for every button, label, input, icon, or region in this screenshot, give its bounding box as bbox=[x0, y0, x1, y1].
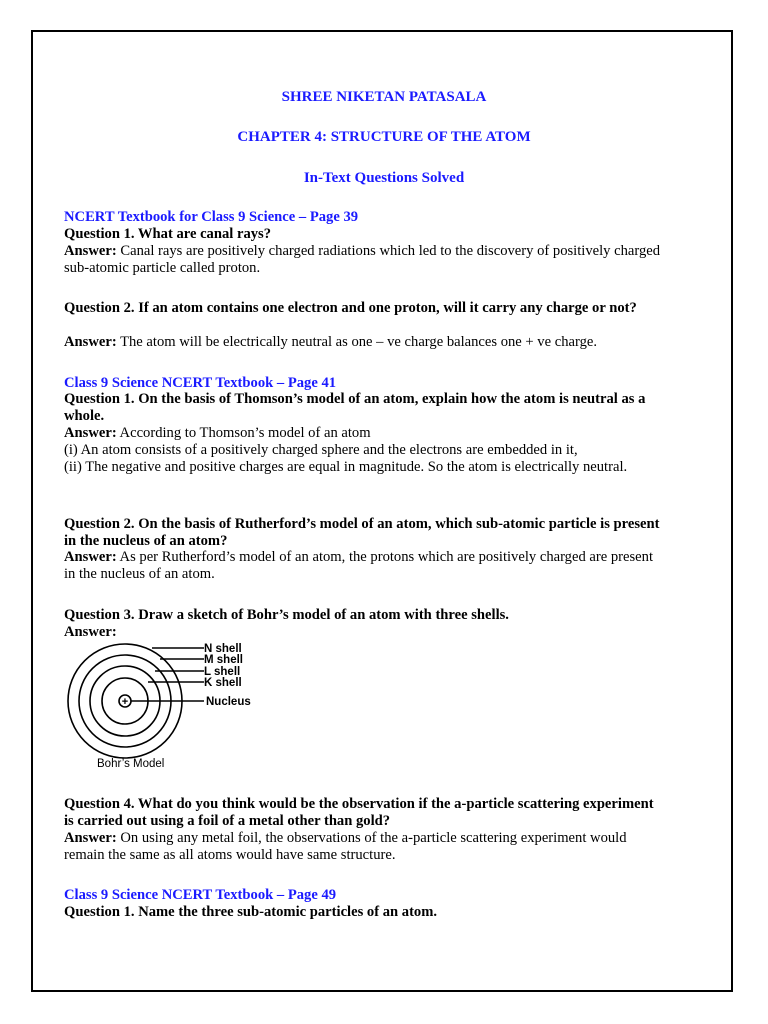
answer-bohr-label: Answer: bbox=[64, 624, 117, 640]
question-rutherford: Question 2. On the basis of Rutherford’s model of an atom, which sub-atomic particle is present in the nucleus of an atom? bbox=[64, 516, 660, 549]
question-sub-atomic-particles: Question 1. Name the three sub-atomic particles of an atom. bbox=[64, 904, 438, 920]
question-canal-rays: Question 1. What are canal rays? bbox=[64, 226, 272, 242]
section-heading-page-39: NCERT Textbook for Class 9 Science – Page 39 bbox=[64, 209, 359, 225]
answer-rutherford bbox=[64, 549, 664, 583]
answer-text: Canal rays are positively charged radiations which led to the discovery of positively charged sub-atomic particle called proton. bbox=[64, 243, 661, 276]
question-electron-proton: Question 2. If an atom contains one electron and one proton, will it carry any charge or not? bbox=[64, 300, 637, 316]
answer-label: Answer: bbox=[64, 830, 117, 846]
l-shell-label: L shell bbox=[204, 666, 241, 678]
question-bohr: Question 3. Draw a sketch of Bohr’s model of an atom with three shells. bbox=[64, 607, 509, 623]
question-alpha-scattering: Question 4. What do you think would be the observation if the a-particle scattering experiment is carried out using a foil of a metal other than gold? bbox=[64, 796, 654, 829]
answer-alpha-scattering bbox=[64, 830, 664, 864]
k-shell-label: K shell bbox=[204, 677, 242, 689]
answer-label: Answer: bbox=[64, 549, 117, 565]
answer-text: As per Rutherford’s model of an atom, the protons which are positively charged are present in the nucleus of an atom. bbox=[64, 549, 654, 582]
nucleus-label: Nucleus bbox=[206, 696, 251, 708]
question-thomson: Question 1. On the basis of Thomson’s model of an atom, explain how the atom is neutral as a whole. bbox=[64, 391, 646, 424]
answer-text: On using any metal foil, the observations of the a-particle scattering experiment would remain the same as all atoms would have same structure. bbox=[64, 830, 627, 863]
diagram-caption: Bohr’s Model bbox=[97, 758, 165, 770]
answer-thomson-point-1: (i) An atom consists of a positively charged sphere and the electrons are embedded in it, bbox=[64, 442, 578, 458]
answer-canal-rays bbox=[64, 243, 664, 277]
answer-thomson-point-2: (ii) The negative and positive charges are equal in magnitude. So the atom is electrically neutral. bbox=[64, 459, 628, 475]
m-shell-label: M shell bbox=[204, 654, 243, 666]
answer-label: Answer: bbox=[64, 425, 117, 441]
answer-text: The atom will be electrically neutral as one – ve charge balances one + ve charge. bbox=[116, 334, 597, 350]
subtitle: In-Text Questions Solved bbox=[303, 170, 465, 186]
plus-sign: + bbox=[121, 696, 129, 708]
answer-text: According to Thomson’s model of an atom bbox=[116, 425, 371, 441]
n-shell-label: N shell bbox=[204, 643, 242, 655]
bohr-model-diagram bbox=[64, 640, 264, 772]
answer-label: Answer: bbox=[64, 334, 117, 350]
answer-thomson bbox=[64, 425, 664, 442]
answer-label: Answer: bbox=[64, 243, 117, 259]
section-heading-page-49: Class 9 Science NCERT Textbook – Page 49 bbox=[64, 887, 337, 903]
section-heading-page-41: Class 9 Science NCERT Textbook – Page 41 bbox=[64, 375, 337, 391]
chapter-title: CHAPTER 4: STRUCTURE OF THE ATOM bbox=[237, 129, 531, 145]
school-title: SHREE NIKETAN PATASALA bbox=[281, 89, 487, 105]
answer-electron-proton bbox=[64, 334, 664, 351]
